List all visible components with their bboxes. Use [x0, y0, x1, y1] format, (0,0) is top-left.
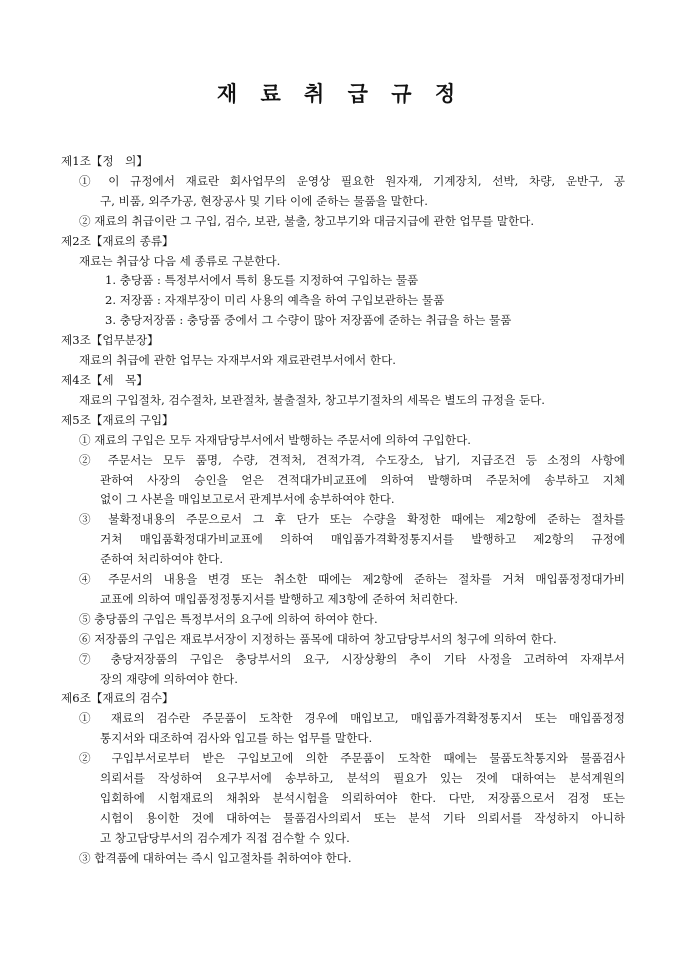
article-heading: 제6조【재료의 검수】: [61, 691, 174, 706]
item-text: 합격품에 대하여는 즉시 입고절차를 취하여야 한다.: [94, 850, 352, 865]
item-number: ②: [79, 452, 98, 467]
list-item: [61, 431, 625, 451]
item-text: 충당저장품의 구입은 충당부서의 요구, 시장상황의 추이 기타 사정을 고려하여 자재부서: [110, 651, 625, 666]
item-continuation: 구, 비품, 외주가공, 현장공사 및 기타 이에 준하는 물품을 말한다.: [100, 193, 428, 208]
item-text: 구입부서로부터 받은 구입보고에 의한 주문품이 도착한 때에는 물품도착통지와 물품검사: [111, 751, 625, 766]
document-title: 재 료 취 급 규 정: [216, 82, 464, 106]
item-continuation: 고 창고담당부서의 검수계가 직접 검수할 수 있다.: [100, 830, 350, 845]
item-continuation: 시험이 용이한 것에 대하여는 물품검사의뢰서 또는 분석 기타 의뢰서를 작성하지 아니하: [100, 810, 625, 825]
article-paragraph: 재료의 구입절차, 검수절차, 보관절차, 불출절차, 창고부기절차의 세목은 별도의 규정을 둔다.: [79, 392, 545, 407]
article-paragraph: 재료의 취급에 관한 업무는 자재부서와 재료관련부서에서 한다.: [79, 353, 396, 368]
list-item: [61, 849, 625, 869]
item-continuation: 통지서와 대조하여 검사와 입고를 하는 업무를 말한다.: [100, 731, 373, 746]
item-text: 주문서는 모두 품명, 수량, 견적처, 견적가격, 수도장소, 납기, 지급조건 등 소정의 사항에: [107, 452, 625, 467]
item-continuation: 관하여 사장의 승인을 얻은 견적대가비교표에 의하여 발행하며 주문처에 송부하고 지체: [100, 472, 625, 487]
sub-item: 3. 충당저장품 : 충당품 중에서 그 수량이 많아 저장품에 준하는 취급을 하는 물품: [105, 313, 512, 328]
item-number: ⑥: [79, 631, 91, 646]
list-item: [61, 172, 625, 192]
item-text: 재료의 취급이란 그 구입, 검수, 보관, 불출, 창고부기와 대금지급에 관한 업무를 말한다.: [94, 213, 535, 228]
item-text: 저장품의 구입은 재료부서장이 지정하는 품목에 대하여 창고담당부서의 청구에 의하여 한다.: [94, 631, 557, 646]
list-item: [61, 212, 625, 232]
sub-item: 1. 충당품 : 특정부서에서 특히 용도를 지정하여 구입하는 물품: [105, 273, 419, 288]
list-item: [61, 709, 625, 729]
item-number: ④: [79, 572, 98, 587]
list-item: [61, 570, 625, 590]
item-text: 주문서의 내용을 변경 또는 취소한 때에는 제2항에 준하는 절차를 거쳐 매입품정정대가비: [108, 572, 625, 587]
item-continuation: 거쳐 매입품확정대가비교표에 의하여 매입품가격확정통지서를 발행하고 제2항의 규정에: [100, 532, 625, 547]
article-heading: 제2조【재료의 종류】: [61, 233, 174, 248]
item-number: ⑤: [79, 611, 91, 626]
list-item: [61, 510, 625, 530]
item-number: ③: [79, 512, 98, 527]
item-number: ①: [79, 711, 99, 726]
document-body: [61, 152, 625, 869]
article-heading: 제5조【재료의 구입】: [61, 412, 174, 427]
article-heading: 제3조【업무분장】: [61, 333, 159, 348]
item-continuation: 의뢰서를 작성하여 요구부서에 송부하고, 분석의 필요가 있는 것에 대하여는 분석계원의: [100, 771, 625, 786]
article-heading: 제1조【정 의】: [61, 154, 148, 168]
item-continuation: 입회하에 시험재료의 채취와 분석시험을 의뢰하여야 한다. 다만, 저장품으로서 검정 또는: [100, 791, 625, 805]
item-number: ①: [79, 432, 91, 447]
item-continuation: 장의 재량에 의하여야 한다.: [100, 671, 238, 686]
list-item: [61, 451, 625, 471]
item-text: 이 규정에서 재료란 회사업무의 운영상 필요한 원자재, 기계장치, 선박, 차량, 운반구, 공: [108, 173, 625, 188]
item-number: ①: [79, 173, 98, 188]
item-text: 재료의 구입은 모두 자재담당부서에서 발행하는 주문서에 의하여 구입한다.: [94, 432, 471, 447]
item-number: ⑦: [79, 651, 99, 666]
list-item: [61, 749, 625, 769]
sub-item: 2. 저장품 : 자재부장이 미리 사용의 예측을 하여 구입보관하는 물품: [105, 293, 445, 308]
list-item: [61, 630, 625, 650]
article-paragraph: 재료는 취급상 다음 세 종류로 구분한다.: [79, 253, 281, 268]
item-continuation: 없이 그 사본을 매입보고로서 관계부서에 송부하여야 한다.: [100, 492, 395, 507]
list-item: [61, 650, 625, 670]
article-heading: 제4조【세 목】: [61, 372, 148, 387]
item-number: ②: [79, 213, 91, 228]
item-number: ③: [79, 850, 91, 865]
item-text: 불확정내용의 주문으로서 그 후 단가 또는 수량을 확정한 때에는 제2항에 준하는 절차를: [108, 512, 625, 527]
item-text: 충당품의 구입은 특정부서의 요구에 의하여 하여야 한다.: [94, 611, 378, 626]
item-continuation: 준하여 처리하여야 한다.: [100, 552, 224, 567]
list-item: [61, 610, 625, 630]
item-number: ②: [79, 751, 100, 766]
item-continuation: 교표에 의하여 매입품정정통지서를 발행하고 제3항에 준하여 처리한다.: [100, 591, 458, 606]
item-text: 재료의 검수란 주문품이 도착한 경우에 매입보고, 매입품가격확정통지서 또는 매입품정정: [110, 711, 625, 726]
